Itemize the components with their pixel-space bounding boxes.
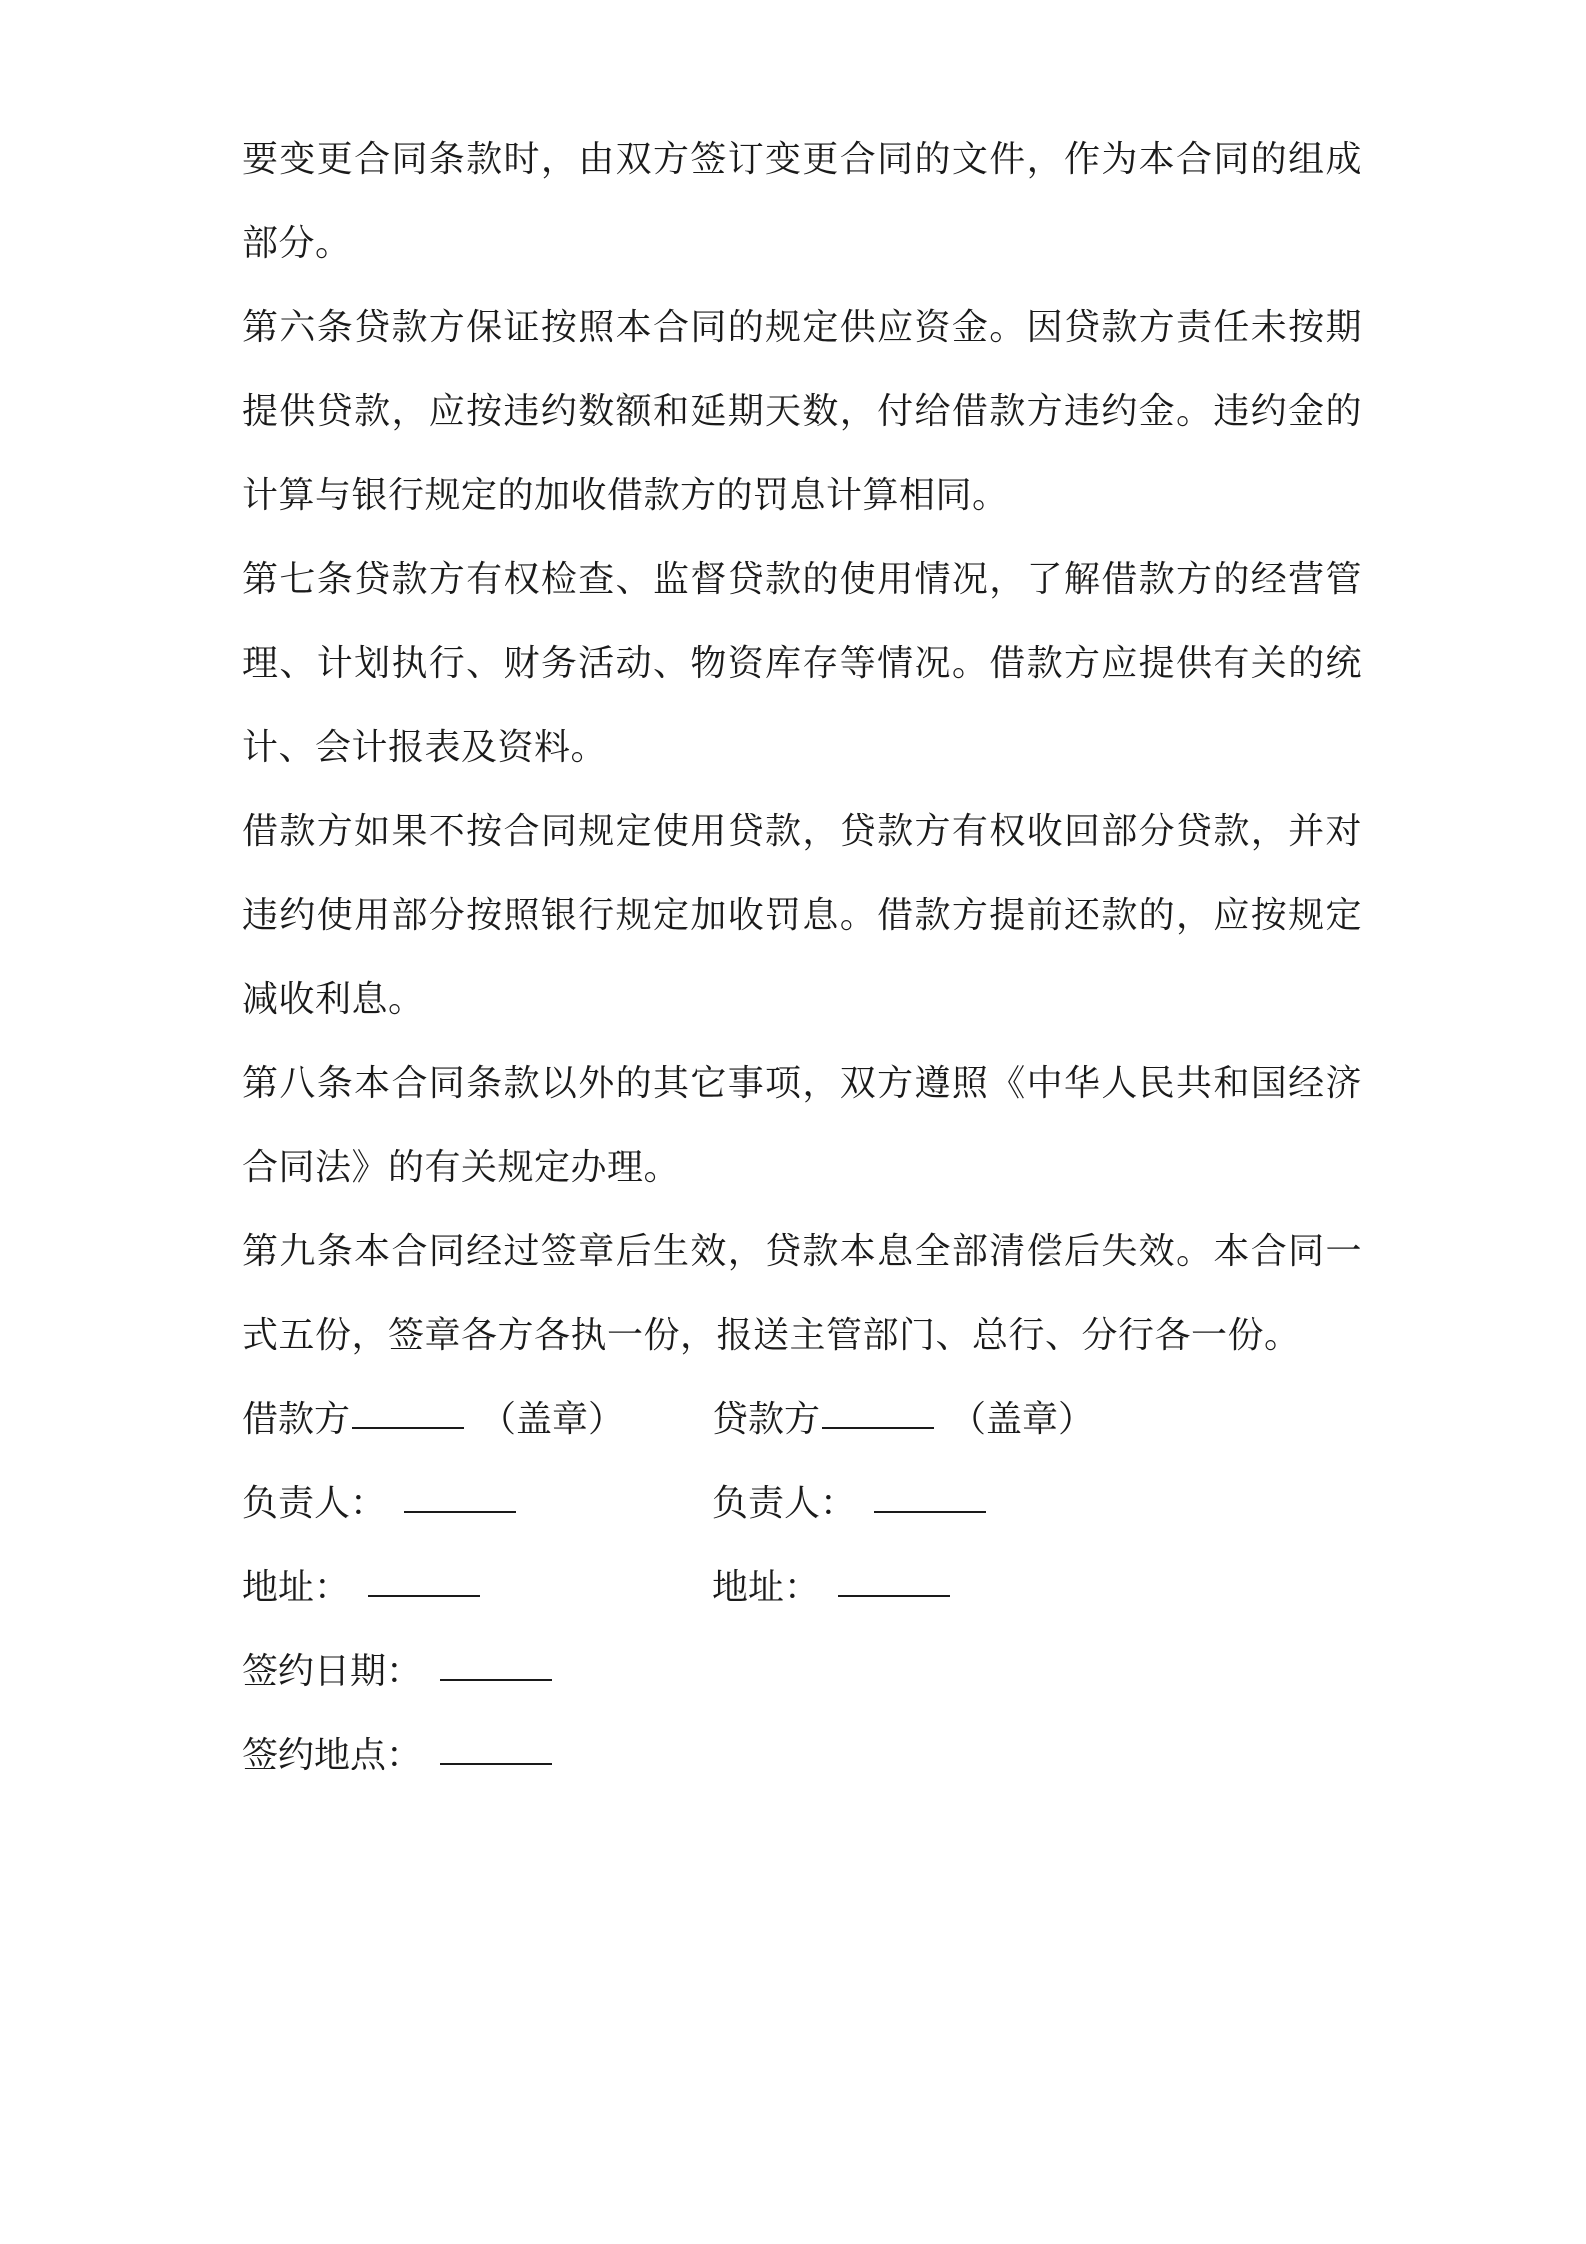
sign-date-label: 签约日期： [242, 1651, 423, 1692]
borrower-signature [242, 1378, 624, 1462]
borrower-responsible-blank [404, 1511, 516, 1513]
signature-row-place [242, 1714, 1362, 1798]
lender-seal-label: （盖章） [950, 1399, 1095, 1440]
signature-row-parties [242, 1378, 1362, 1462]
lender-signature [712, 1378, 1094, 1462]
borrower-label: 借款方 [242, 1399, 351, 1440]
lender-blank [822, 1427, 934, 1429]
paragraph-article-7: 第七条贷款方有权检查、监督贷款的使用情况，了解借款方的经营管理、计划执行、财务活动、物资库存等情况。借款方应提供有关的统计、会计报表及资料。 [242, 559, 1362, 768]
paragraph-article-9: 第九条本合同经过签章后生效，贷款本息全部清偿后失效。本合同一式五份，签章各方各执一份，报送主管部门、总行、分行各一份。 [242, 1231, 1362, 1356]
paragraph-article-8: 第八条本合同条款以外的其它事项，双方遵照《中华人民共和国经济合同法》的有关规定办理。 [242, 1063, 1362, 1188]
signature-row-address [242, 1546, 1362, 1630]
sign-place [242, 1714, 554, 1798]
lender-address [712, 1546, 952, 1630]
lender-responsible-blank [874, 1511, 986, 1513]
lender-responsible-label: 负责人： [712, 1483, 857, 1524]
paragraph-misuse: 借款方如果不按合同规定使用贷款，贷款方有权收回部分贷款，并对违约使用部分按照银行规定加收罚息。借款方提前还款的，应按规定减收利息。 [242, 811, 1362, 1020]
sign-date-blank [440, 1679, 552, 1681]
sign-place-label: 签约地点： [242, 1735, 423, 1776]
borrower-address [242, 1546, 482, 1630]
borrower-blank [352, 1427, 464, 1429]
lender-address-blank [838, 1595, 950, 1597]
contract-body [242, 118, 1362, 1798]
paragraph-amendment: 要变更合同条款时，由双方签订变更合同的文件，作为本合同的组成部分。 [242, 139, 1362, 264]
lender-address-label: 地址： [712, 1567, 821, 1608]
lender-label: 贷款方 [712, 1399, 821, 1440]
borrower-responsible [242, 1462, 518, 1546]
lender-responsible [712, 1462, 988, 1546]
sign-date [242, 1630, 554, 1714]
borrower-responsible-label: 负责人： [242, 1483, 387, 1524]
paragraph-article-6: 第六条贷款方保证按照本合同的规定供应资金。因贷款方责任未按期提供贷款，应按违约数额和延期天数，付给借款方违约金。违约金的计算与银行规定的加收借款方的罚息计算相同。 [242, 307, 1362, 516]
signature-row-responsible [242, 1462, 1362, 1546]
borrower-address-blank [368, 1595, 480, 1597]
borrower-address-label: 地址： [242, 1567, 351, 1608]
sign-place-blank [440, 1763, 552, 1765]
signature-row-date [242, 1630, 1362, 1714]
borrower-seal-label: （盖章） [480, 1399, 625, 1440]
